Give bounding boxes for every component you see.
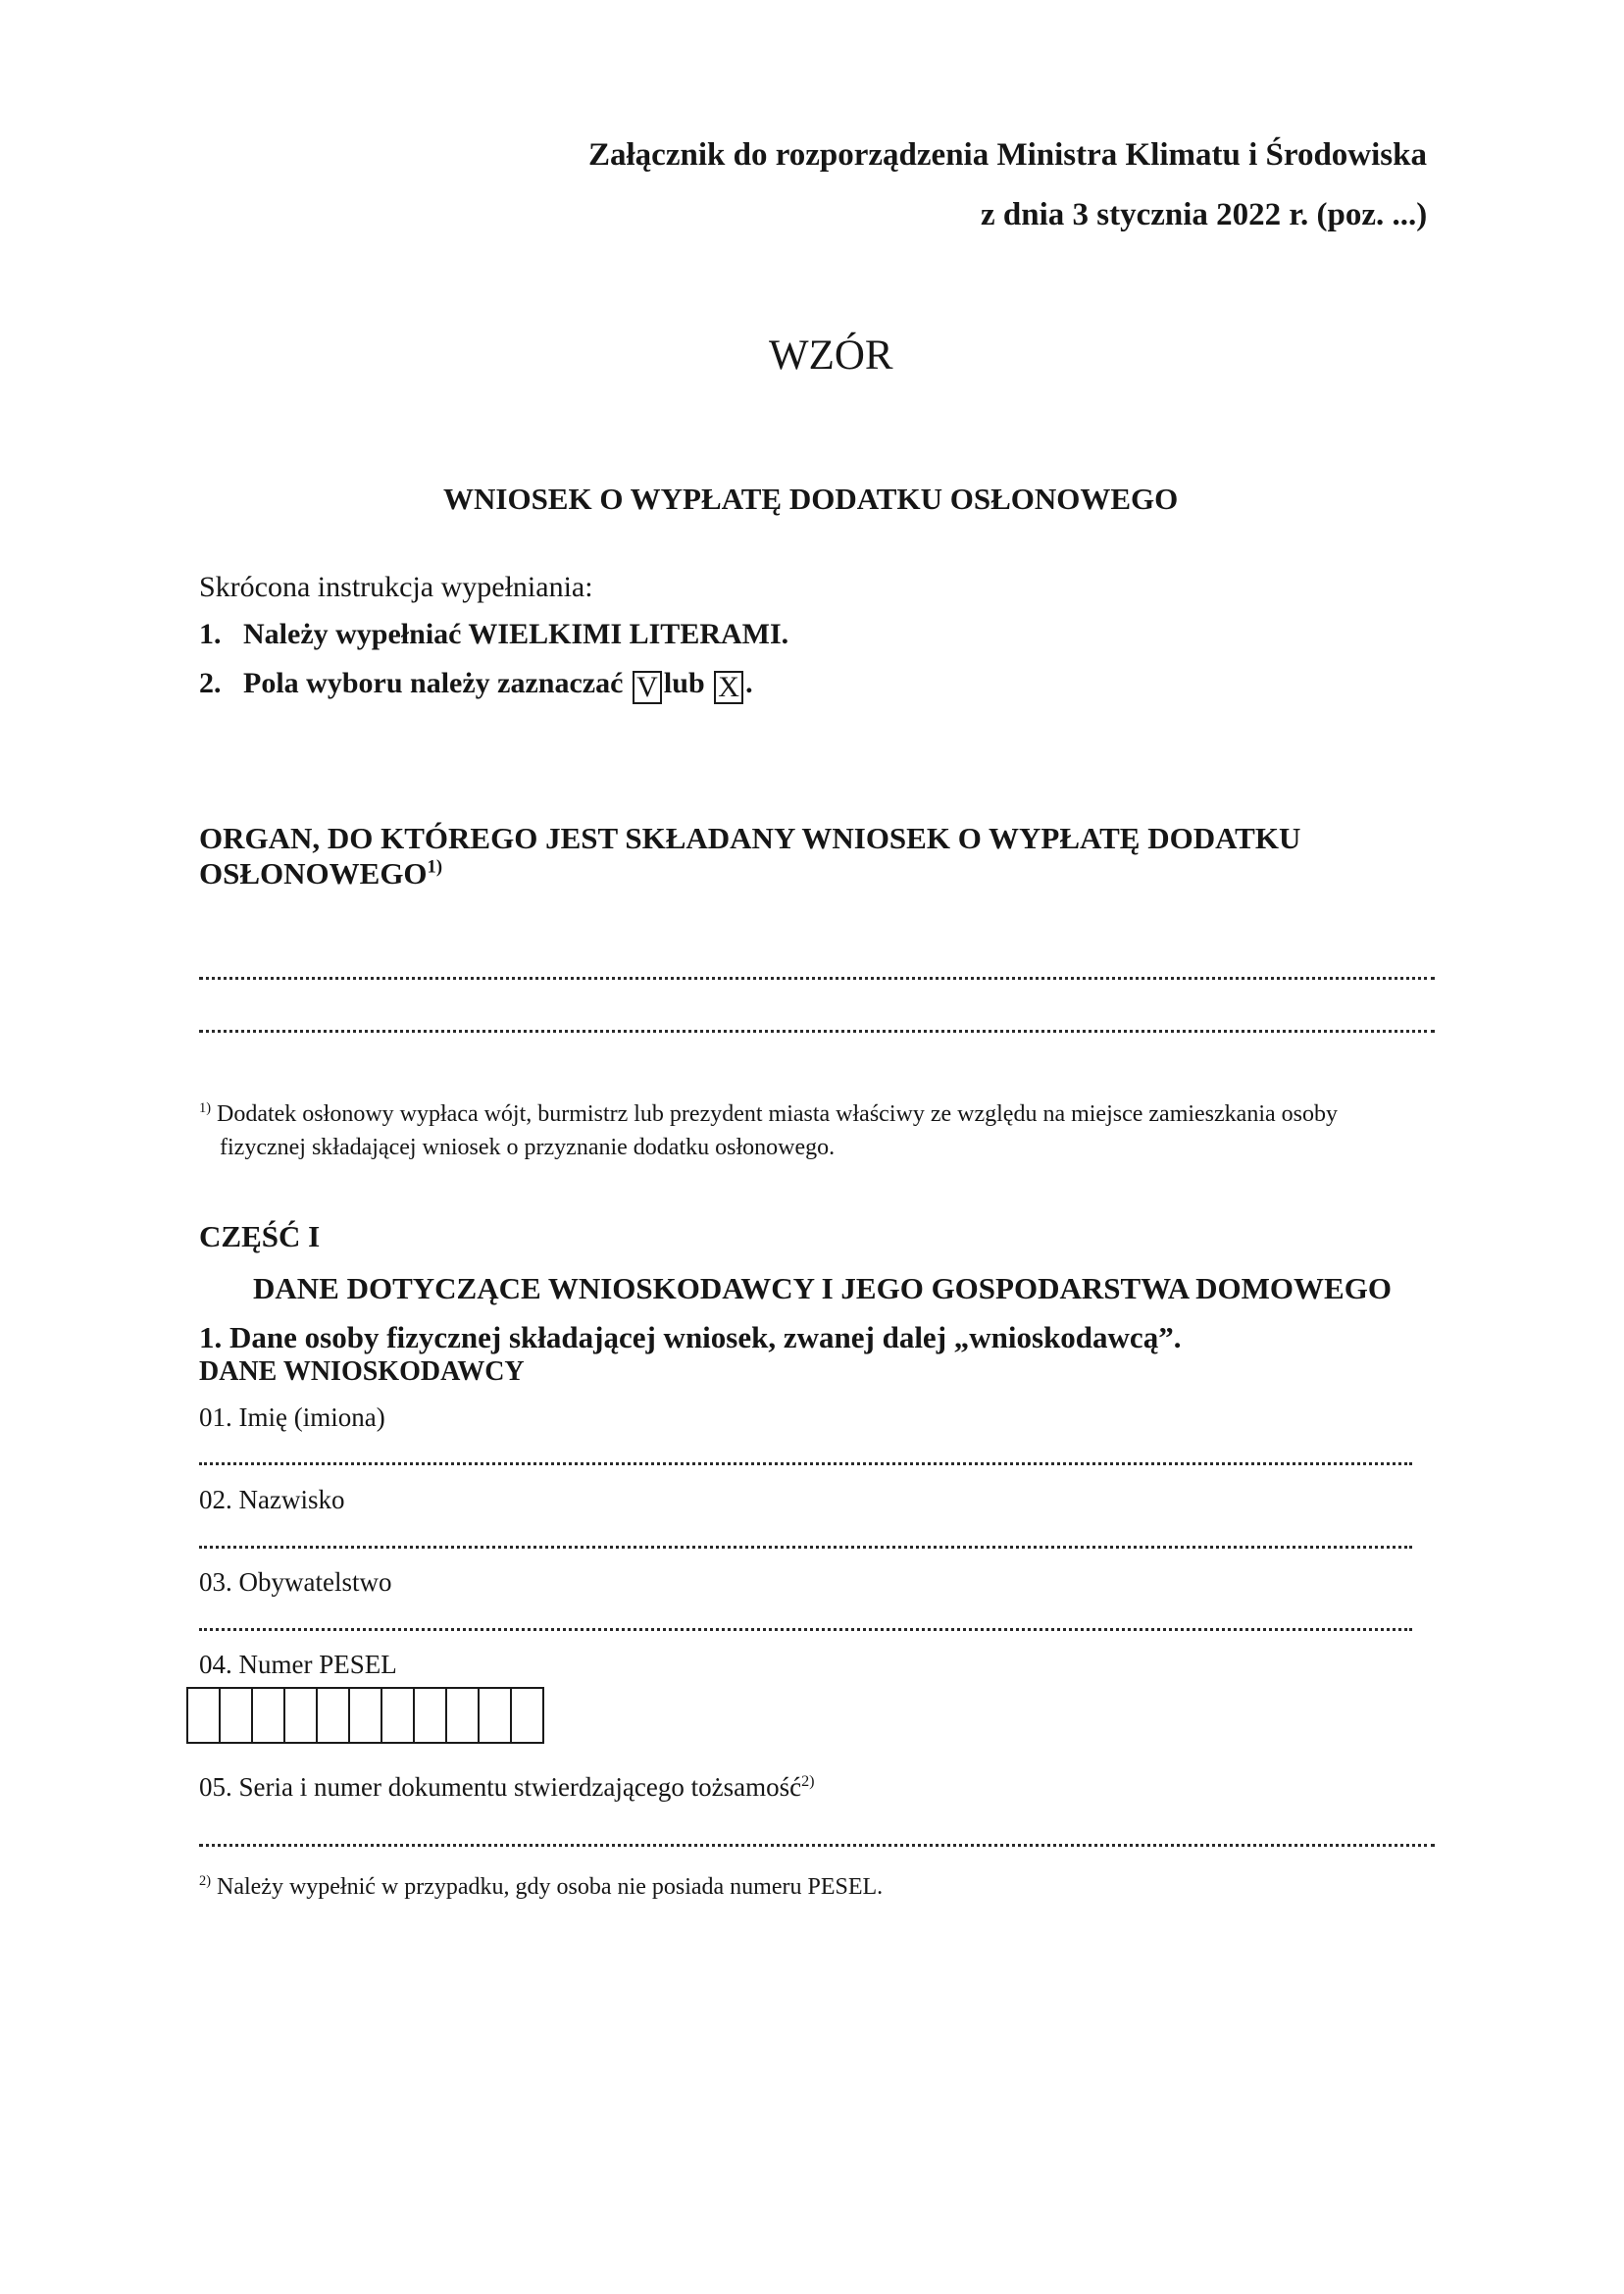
subheading: DANE WNIOSKODAWCY — [199, 1356, 525, 1387]
organ-footnote-ref: 1) — [427, 856, 443, 878]
pesel-digit-box[interactable] — [478, 1689, 510, 1742]
header-line2: z dnia 3 stycznia 2022 r. (poz. ...) — [981, 197, 1428, 232]
part1-title: DANE DOTYCZĄCE WNIOSKODAWCY I JEGO GOSPODARSTWA DOMOWEGO — [253, 1271, 1392, 1305]
part1-label: CZĘŚĆ I — [199, 1219, 321, 1253]
footnote-1 — [199, 1100, 1338, 1128]
instruction-end: . — [745, 667, 753, 699]
pesel-digit-box[interactable] — [413, 1689, 445, 1742]
checkbox-example-x: X — [714, 671, 743, 704]
organ-heading-line2 — [199, 856, 442, 892]
instruction-item-1 — [199, 618, 788, 651]
subsection-title: 1. Dane osoby fizycznej składającej wniosek, zwanej dalej „wnioskodawcą”. — [199, 1320, 1182, 1354]
organ-input-line-2[interactable] — [199, 1030, 1435, 1033]
footnote-2-mark: 2) — [199, 1873, 211, 1889]
organ-heading-text: OSŁONOWEGO — [199, 856, 428, 891]
instructions-heading: Skrócona instrukcja wypełniania: — [199, 571, 593, 603]
pesel-input-boxes[interactable] — [186, 1687, 544, 1744]
citizenship-field[interactable] — [199, 1628, 1412, 1631]
header-line1: Załącznik do rozporządzenia Ministra Klimatu i Środowiska — [588, 137, 1427, 173]
instruction-text: Pola wyboru należy zaznaczać — [243, 667, 624, 699]
footnote-2 — [199, 1873, 883, 1901]
pesel-digit-box[interactable] — [348, 1689, 381, 1742]
instruction-num: 1. — [199, 618, 222, 650]
doc-label: WZÓR — [769, 332, 893, 379]
instruction-text: Należy wypełniać WIELKIMI LITERAMI. — [243, 618, 789, 650]
checkbox-example-v: V — [633, 671, 662, 704]
pesel-digit-box[interactable] — [186, 1689, 219, 1742]
first-name-field[interactable] — [199, 1462, 1412, 1465]
id-document-footnote-ref: 2) — [801, 1772, 815, 1790]
instruction-item-2 — [199, 667, 753, 704]
instruction-joiner: lub — [663, 667, 705, 699]
footnote-1-mark: 1) — [199, 1100, 211, 1116]
surname-field[interactable] — [199, 1546, 1412, 1549]
id-document-field[interactable] — [199, 1844, 1435, 1847]
field-label-pesel: 04. Numer PESEL — [199, 1650, 397, 1679]
id-document-label-text: 05. Seria i numer dokumentu stwierdzającego tożsamość — [199, 1772, 802, 1802]
pesel-digit-box[interactable] — [510, 1689, 542, 1742]
pesel-digit-box[interactable] — [219, 1689, 251, 1742]
instruction-num: 2. — [199, 667, 222, 699]
footnote-1-line1: Dodatek osłonowy wypłaca wójt, burmistrz lub prezydent miasta właściwy ze względu na miejsce zamieszkania osoby — [217, 1101, 1338, 1127]
footnote-2-text: Należy wypełnić w przypadku, gdy osoba nie posiada numeru PESEL. — [217, 1874, 884, 1900]
field-label-first-name: 01. Imię (imiona) — [199, 1402, 385, 1432]
organ-heading-line1: ORGAN, DO KTÓREGO JEST SKŁADANY WNIOSEK O WYPŁATĘ DODATKU — [199, 821, 1301, 855]
form-title: WNIOSEK O WYPŁATĘ DODATKU OSŁONOWEGO — [443, 482, 1179, 516]
pesel-digit-box[interactable] — [283, 1689, 316, 1742]
organ-input-line-1[interactable] — [199, 977, 1435, 980]
field-label-surname: 02. Nazwisko — [199, 1485, 345, 1514]
pesel-digit-box[interactable] — [316, 1689, 348, 1742]
field-label-citizenship: 03. Obywatelstwo — [199, 1567, 392, 1597]
pesel-digit-box[interactable] — [251, 1689, 283, 1742]
footnote-1-line2: fizycznej składającej wniosek o przyznanie dodatku osłonowego. — [220, 1135, 836, 1160]
field-label-id-document — [199, 1772, 815, 1803]
pesel-digit-box[interactable] — [381, 1689, 413, 1742]
pesel-digit-box[interactable] — [445, 1689, 478, 1742]
